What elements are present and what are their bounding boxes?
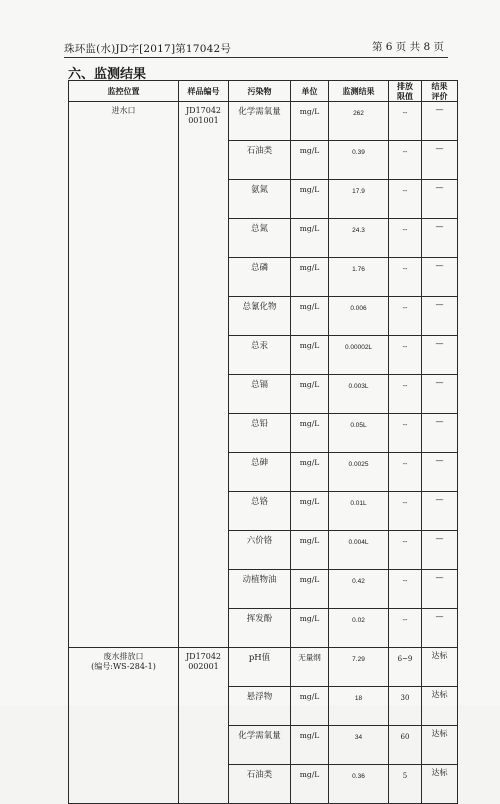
section-title: 六、监测结果 [68, 67, 147, 82]
sample-id: JD17042 001001 [179, 102, 229, 648]
limit-cell: -- [389, 258, 422, 297]
evaluation-cell: — [422, 297, 458, 336]
unit-cell: mg/L [291, 375, 329, 414]
limit-cell: -- [389, 492, 422, 531]
header-pollutant: 污染物 [229, 81, 291, 102]
evaluation-cell: — [422, 609, 458, 648]
unit-cell: mg/L [291, 453, 329, 492]
limit-cell: -- [389, 141, 422, 180]
unit-cell: mg/L [291, 336, 329, 375]
table-row [69, 102, 458, 141]
limit-cell: -- [389, 609, 422, 648]
result-cell: 0.02 [329, 609, 389, 648]
evaluation-cell: — [422, 492, 458, 531]
evaluation-cell: — [422, 531, 458, 570]
pollutant-cell: 化学需氧量 [229, 726, 291, 765]
evaluation-cell: — [422, 102, 458, 141]
header-evaluation: 结果 评价 [422, 81, 458, 102]
pollutant-cell: 石油类 [229, 141, 291, 180]
limit-cell: 5 [389, 765, 422, 804]
evaluation-cell: — [422, 414, 458, 453]
table-header-row [69, 81, 458, 102]
pollutant-cell: pH值 [229, 648, 291, 687]
evaluation-cell: — [422, 570, 458, 609]
evaluation-cell: 达标 [422, 765, 458, 804]
unit-cell: mg/L [291, 765, 329, 804]
table-body [69, 102, 458, 804]
pollutant-cell: 总砷 [229, 453, 291, 492]
limit-cell: -- [389, 219, 422, 258]
pollutant-cell: 总磷 [229, 258, 291, 297]
pollutant-cell: 总氮 [229, 219, 291, 258]
pollutant-cell: 六价铬 [229, 531, 291, 570]
unit-cell: mg/L [291, 180, 329, 219]
unit-cell: mg/L [291, 258, 329, 297]
evaluation-cell: — [422, 258, 458, 297]
result-cell: 0.42 [329, 570, 389, 609]
result-cell: 34 [329, 726, 389, 765]
page-indicator: 第 6 页 共 8 页 [371, 41, 444, 53]
pollutant-cell: 总氰化物 [229, 297, 291, 336]
header-rule [64, 57, 448, 58]
pollutant-cell: 总汞 [229, 336, 291, 375]
pollutant-cell: 石油类 [229, 765, 291, 804]
pollutant-cell: 总铬 [229, 492, 291, 531]
header-limit: 排放 限值 [389, 81, 422, 102]
evaluation-cell: — [422, 180, 458, 219]
unit-cell: mg/L [291, 570, 329, 609]
result-cell: 18 [329, 687, 389, 726]
document-number: 珠环监(水)JD字[2017]第17042号 [64, 43, 232, 55]
limit-cell: -- [389, 453, 422, 492]
unit-cell: 无量纲 [291, 648, 329, 687]
result-cell: 0.36 [329, 765, 389, 804]
unit-cell: mg/L [291, 219, 329, 258]
pollutant-cell: 化学需氧量 [229, 102, 291, 141]
header-result: 监测结果 [329, 81, 389, 102]
limit-cell: 60 [389, 726, 422, 765]
evaluation-cell: — [422, 453, 458, 492]
pollutant-cell: 总镉 [229, 375, 291, 414]
result-cell: 17.9 [329, 180, 389, 219]
pollutant-cell: 总铅 [229, 414, 291, 453]
result-cell: 0.003L [329, 375, 389, 414]
limit-cell: -- [389, 570, 422, 609]
header-site: 监控位置 [69, 81, 179, 102]
limit-cell: -- [389, 531, 422, 570]
unit-cell: mg/L [291, 726, 329, 765]
limit-cell: -- [389, 336, 422, 375]
result-cell: 1.76 [329, 258, 389, 297]
result-cell: 0.006 [329, 297, 389, 336]
result-cell: 0.0025 [329, 453, 389, 492]
unit-cell: mg/L [291, 414, 329, 453]
monitoring-results-table [68, 80, 458, 804]
evaluation-cell: 达标 [422, 726, 458, 765]
result-cell: 7.29 [329, 648, 389, 687]
result-cell: 24.3 [329, 219, 389, 258]
evaluation-cell: 达标 [422, 687, 458, 726]
evaluation-cell: — [422, 336, 458, 375]
result-cell: 0.00002L [329, 336, 389, 375]
evaluation-cell: 达标 [422, 648, 458, 687]
limit-cell: 30 [389, 687, 422, 726]
monitoring-site: 进水口 [69, 102, 179, 648]
result-cell: 262 [329, 102, 389, 141]
unit-cell: mg/L [291, 687, 329, 726]
unit-cell: mg/L [291, 492, 329, 531]
limit-cell: -- [389, 297, 422, 336]
sample-id: JD17042 002001 [179, 648, 229, 804]
result-cell: 0.39 [329, 141, 389, 180]
unit-cell: mg/L [291, 609, 329, 648]
table-row [69, 648, 458, 687]
unit-cell: mg/L [291, 141, 329, 180]
limit-cell: -- [389, 375, 422, 414]
limit-cell: -- [389, 414, 422, 453]
limit-cell: -- [389, 180, 422, 219]
unit-cell: mg/L [291, 102, 329, 141]
unit-cell: mg/L [291, 531, 329, 570]
result-cell: 0.05L [329, 414, 389, 453]
evaluation-cell: — [422, 141, 458, 180]
pollutant-cell: 悬浮物 [229, 687, 291, 726]
evaluation-cell: — [422, 219, 458, 258]
limit-cell: 6~9 [389, 648, 422, 687]
result-cell: 0.01L [329, 492, 389, 531]
result-cell: 0.004L [329, 531, 389, 570]
header-unit: 单位 [291, 81, 329, 102]
unit-cell: mg/L [291, 297, 329, 336]
pollutant-cell: 挥发酚 [229, 609, 291, 648]
pollutant-cell: 动植物油 [229, 570, 291, 609]
limit-cell: -- [389, 102, 422, 141]
evaluation-cell: — [422, 375, 458, 414]
monitoring-site: 废水排放口 (编号:WS-284-1) [69, 648, 179, 804]
pollutant-cell: 氨氮 [229, 180, 291, 219]
header-sample-id: 样品编号 [179, 81, 229, 102]
